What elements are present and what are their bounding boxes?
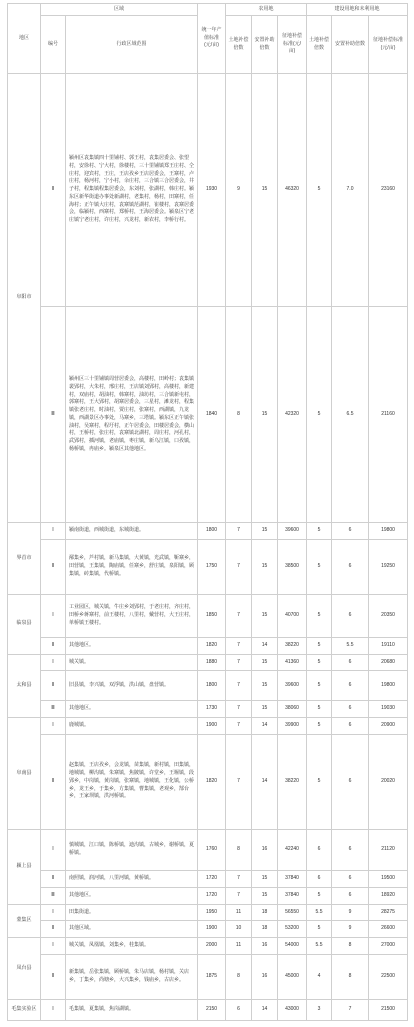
table-row [8, 871, 408, 888]
farm-land-multiple-cell: 6 [226, 1000, 252, 1021]
build-resettle-multiple-cell: 9 [332, 921, 369, 938]
build-resettle-multiple-cell: 6 [332, 830, 369, 871]
admin-scope-cell: 颍州区三十里铺镇周营居委会，高楼村，田岭村；袁集镇裴郢村，大朱村，邢庄村，王店镇刘郢村，高楼村，新建村，双庙村，胡油村，韩寨村，油坊村，三合镇新屯村，郭寨村，王大郢村，胡寨居委会，三星村，滩龙村，程集镇张老庄村，时油村，贾庄村，张寨村，西湖镇，九龙镇，西湖景区办事处，马寨乡，三塔镇。颍东区正午镇张油村，吴寨村，程圩村，正午居委会，田楼居委会，横山村，王桥村，张庄村，袁寨镇北湖村，周庄村，河孔村，武郢村，插河镇，老庙镇，枣庄镇，新乌江镇，口孜镇，杨桥镇，冉庙乡。颍泉区其他地区。 [66, 307, 198, 523]
table-row [8, 700, 408, 717]
build-resettle-multiple-cell: 6 [332, 717, 369, 734]
table-row [8, 887, 408, 904]
build-resettle-multiple-cell: 6 [332, 887, 369, 904]
header-code: 编号 [41, 16, 66, 74]
farm-resettle-multiple-cell: 15 [252, 671, 278, 701]
admin-scope-cell: 毛集镇，夏集镇，焦岗湖镇。 [66, 1000, 198, 1021]
admin-scope-cell: 城关镇。 [66, 654, 198, 671]
build-land-multiple-cell: 5 [307, 671, 332, 701]
table-row [8, 307, 408, 523]
farm-compensation-cell: 42320 [278, 307, 307, 523]
build-land-multiple-cell: 5 [307, 540, 332, 595]
table-row [8, 540, 408, 595]
table-row [8, 904, 408, 921]
compensation-table-container [7, 3, 407, 1021]
header-compensation-standard: 征地补偿标准(元/亩) [278, 16, 307, 74]
build-compensation-cell: 28275 [369, 904, 408, 921]
farm-resettle-multiple-cell: 15 [252, 700, 278, 717]
build-land-multiple-cell: 5 [307, 700, 332, 717]
farm-compensation-cell: 38060 [278, 700, 307, 717]
build-compensation-cell: 19500 [369, 871, 408, 888]
area-code-cell: Ⅰ [41, 830, 66, 871]
region-name-cell: 毛集实验区 [8, 1000, 41, 1021]
area-code-cell: Ⅲ [41, 700, 66, 717]
farm-compensation-cell: 56550 [278, 904, 307, 921]
table-row [8, 938, 408, 955]
area-code-cell: Ⅱ [41, 954, 66, 1000]
farm-land-multiple-cell: 10 [226, 921, 252, 938]
farm-resettle-multiple-cell: 16 [252, 938, 278, 955]
build-resettle-multiple-cell: 6 [332, 671, 369, 701]
farm-resettle-multiple-cell: 15 [252, 654, 278, 671]
build-resettle-multiple-cell: 6 [332, 654, 369, 671]
build-land-multiple-cell: 5 [307, 921, 332, 938]
annual-output-cell: 1750 [198, 540, 226, 595]
farm-compensation-cell: 46320 [278, 74, 307, 307]
table-row [8, 734, 408, 830]
annual-output-cell: 1820 [198, 734, 226, 830]
annual-output-cell: 1900 [198, 921, 226, 938]
farm-compensation-cell: 43000 [278, 1000, 307, 1021]
area-code-cell: Ⅰ [41, 654, 66, 671]
build-land-multiple-cell: 5 [307, 523, 332, 540]
build-resettle-multiple-cell: 9 [332, 904, 369, 921]
build-compensation-cell: 20900 [369, 717, 408, 734]
build-land-multiple-cell: 5.5 [307, 938, 332, 955]
area-code-cell: Ⅰ [41, 938, 66, 955]
build-compensation-cell: 19110 [369, 637, 408, 654]
build-compensation-cell: 20020 [369, 734, 408, 830]
region-name-cell: 太和县 [8, 654, 41, 717]
build-compensation-cell: 19800 [369, 671, 408, 701]
build-resettle-multiple-cell: 6 [332, 734, 369, 830]
farm-land-multiple-cell: 7 [226, 700, 252, 717]
admin-scope-cell: 南照镇，润河镇，八里河镇，黄桥镇。 [66, 871, 198, 888]
farm-land-multiple-cell: 7 [226, 523, 252, 540]
table-row [8, 74, 408, 307]
farm-compensation-cell: 40700 [278, 594, 307, 637]
area-code-cell: Ⅰ [41, 1000, 66, 1021]
table-row [8, 921, 408, 938]
farm-resettle-multiple-cell: 14 [252, 717, 278, 734]
table-row [8, 717, 408, 734]
area-code-cell: Ⅱ [41, 734, 66, 830]
annual-output-cell: 1730 [198, 700, 226, 717]
farm-compensation-cell: 37840 [278, 871, 307, 888]
area-code-cell: Ⅲ [41, 307, 66, 523]
region-name-cell: 临泉县 [8, 594, 41, 654]
build-compensation-cell: 22500 [369, 954, 408, 1000]
admin-scope-cell: 鹿城镇。 [66, 717, 198, 734]
admin-scope-cell: 其他地区。 [66, 637, 198, 654]
farm-compensation-cell: 53200 [278, 921, 307, 938]
farm-resettle-multiple-cell: 14 [252, 1000, 278, 1021]
annual-output-cell: 2150 [198, 1000, 226, 1021]
region-name-cell: 阜阳市 [8, 74, 41, 523]
farm-land-multiple-cell: 7 [226, 887, 252, 904]
admin-scope-cell: 其他区域。 [66, 921, 198, 938]
farm-land-multiple-cell: 7 [226, 871, 252, 888]
admin-scope-cell: 城关镇，凤凰镇，刘集乡，桂集镇。 [66, 938, 198, 955]
header-land-multiple-2: 土地补偿倍数 [307, 16, 332, 74]
build-land-multiple-cell: 5 [307, 637, 332, 654]
build-resettle-multiple-cell: 8 [332, 938, 369, 955]
farm-land-multiple-cell: 11 [226, 938, 252, 955]
area-code-cell: Ⅰ [41, 523, 66, 540]
build-land-multiple-cell: 5.5 [307, 904, 332, 921]
annual-output-cell: 1840 [198, 307, 226, 523]
farm-compensation-cell: 37840 [278, 887, 307, 904]
farm-compensation-cell: 38220 [278, 734, 307, 830]
area-code-cell: Ⅱ [41, 540, 66, 595]
area-code-cell: Ⅱ [41, 671, 66, 701]
header-land-multiple: 土地补偿倍数 [226, 16, 252, 74]
annual-output-cell: 1820 [198, 637, 226, 654]
region-name-cell: 蒙集区 [8, 904, 41, 938]
farm-compensation-cell: 54000 [278, 938, 307, 955]
build-resettle-multiple-cell: 7.0 [332, 74, 369, 307]
build-resettle-multiple-cell: 6 [332, 871, 369, 888]
header-annual-output: 统一年产值标准(元/亩) [198, 4, 226, 74]
header-compensation-standard-2: 征地补偿标准(元/亩) [369, 16, 408, 74]
table-row [8, 954, 408, 1000]
admin-scope-cell: 工业园区，城关镇，牛庄乡刘郢村，于老庄村，齐庄村，田桥乡蒋寨村，前王楼村，八里村，戴营村，大王庄村，单桥镇王楼村。 [66, 594, 198, 637]
farm-land-multiple-cell: 8 [226, 954, 252, 1000]
build-resettle-multiple-cell: 7 [332, 1000, 369, 1021]
farm-land-multiple-cell: 7 [226, 671, 252, 701]
area-code-cell: Ⅱ [41, 637, 66, 654]
build-compensation-cell: 26600 [369, 921, 408, 938]
table-row [8, 830, 408, 871]
build-compensation-cell: 20350 [369, 594, 408, 637]
admin-scope-cell: 新集镇，岳张集镇，顾桥镇，朱马店镇，杨村镇，关店乡，丁集乡，尚塘乡，大兴集乡，钱庙乡，古店乡。 [66, 954, 198, 1000]
annual-output-cell: 1875 [198, 954, 226, 1000]
farm-resettle-multiple-cell: 16 [252, 830, 278, 871]
farm-land-multiple-cell: 7 [226, 540, 252, 595]
admin-scope-cell: 其他地区。 [66, 700, 198, 717]
header-area: 区域 [41, 4, 198, 16]
admin-scope-cell: 其他地区。 [66, 887, 198, 904]
annual-output-cell: 1720 [198, 871, 226, 888]
build-land-multiple-cell: 5 [307, 307, 332, 523]
farm-land-multiple-cell: 8 [226, 307, 252, 523]
table-row [8, 637, 408, 654]
farm-land-multiple-cell: 11 [226, 904, 252, 921]
area-code-cell: Ⅱ [41, 871, 66, 888]
farm-land-multiple-cell: 7 [226, 637, 252, 654]
annual-output-cell: 1800 [198, 523, 226, 540]
farm-compensation-cell: 39900 [278, 717, 307, 734]
build-compensation-cell: 27000 [369, 938, 408, 955]
farm-resettle-multiple-cell: 14 [252, 734, 278, 830]
area-code-cell: Ⅲ [41, 887, 66, 904]
build-land-multiple-cell: 4 [307, 954, 332, 1000]
header-farmland: 农用地 [226, 4, 307, 16]
region-name-cell: 颍上县 [8, 830, 41, 904]
area-code-cell: Ⅱ [41, 921, 66, 938]
table-row [8, 523, 408, 540]
area-code-cell: Ⅰ [41, 594, 66, 637]
annual-output-cell: 1720 [198, 887, 226, 904]
region-name-cell: 凤台县 [8, 938, 41, 1000]
build-compensation-cell: 23160 [369, 74, 408, 307]
build-compensation-cell: 21500 [369, 1000, 408, 1021]
admin-scope-cell: 邴集乡，芦村镇，新马集镇，大黄镇，光武镇，靳寨乡，田营镇，王集镇，陶庙镇，任寨乡，舒庄镇，泉阳镇，顾集镇，砖集镇，代桥镇。 [66, 540, 198, 595]
farm-land-multiple-cell: 7 [226, 717, 252, 734]
build-compensation-cell: 18920 [369, 887, 408, 904]
land-compensation-table [7, 3, 408, 1021]
build-resettle-multiple-cell: 6 [332, 523, 369, 540]
table-body [8, 74, 408, 1021]
farm-compensation-cell: 39600 [278, 671, 307, 701]
build-compensation-cell: 19250 [369, 540, 408, 595]
build-land-multiple-cell: 6 [307, 871, 332, 888]
header-resettle-multiple-2: 安置补助倍数 [332, 16, 369, 74]
build-compensation-cell: 20680 [369, 654, 408, 671]
annual-output-cell: 1850 [198, 594, 226, 637]
farm-land-multiple-cell: 7 [226, 594, 252, 637]
farm-land-multiple-cell: 9 [226, 74, 252, 307]
build-resettle-multiple-cell: 8 [332, 954, 369, 1000]
build-land-multiple-cell: 5 [307, 734, 332, 830]
header-construction-land: 建设用地和未利用地 [307, 4, 408, 16]
build-compensation-cell: 21160 [369, 307, 408, 523]
farm-resettle-multiple-cell: 15 [252, 74, 278, 307]
farm-land-multiple-cell: 7 [226, 734, 252, 830]
build-land-multiple-cell: 5 [307, 74, 332, 307]
annual-output-cell: 1930 [198, 74, 226, 307]
build-compensation-cell: 19030 [369, 700, 408, 717]
annual-output-cell: 1880 [198, 654, 226, 671]
farm-resettle-multiple-cell: 18 [252, 921, 278, 938]
table-row [8, 654, 408, 671]
farm-compensation-cell: 42240 [278, 830, 307, 871]
build-resettle-multiple-cell: 6 [332, 594, 369, 637]
area-code-cell: Ⅰ [41, 904, 66, 921]
table-row [8, 671, 408, 701]
admin-scope-cell: 慎城镇，江口镇，陈桥镇，迪沟镇，古城乡，谢桥镇，夏桥镇。 [66, 830, 198, 871]
admin-scope-cell: 赵集镇，王店孜乡，会龙镇，苗集镇，新村镇，田集镇，地城镇，柳沟镇，朱寨镇，焦陂镇，许堂乡，王堰镇，段郢乡，中岗镇，黄岗镇，张寨镇，地城镇，王化镇，公桥乡，龙王乡，于集乡，方集镇，曹集镇，老观乡，郜台乡，王家坝镇，洪河桥镇。 [66, 734, 198, 830]
farm-compensation-cell: 38220 [278, 637, 307, 654]
build-land-multiple-cell: 5 [307, 654, 332, 671]
farm-resettle-multiple-cell: 15 [252, 594, 278, 637]
build-compensation-cell: 21120 [369, 830, 408, 871]
annual-output-cell: 1900 [198, 717, 226, 734]
build-resettle-multiple-cell: 5.5 [332, 637, 369, 654]
farm-compensation-cell: 41360 [278, 654, 307, 671]
farm-resettle-multiple-cell: 15 [252, 540, 278, 595]
build-land-multiple-cell: 5 [307, 887, 332, 904]
header-admin-scope: 行政区域范围 [66, 16, 198, 74]
farm-resettle-multiple-cell: 15 [252, 871, 278, 888]
region-name-cell: 界首市 [8, 523, 41, 594]
build-resettle-multiple-cell: 6 [332, 700, 369, 717]
farm-land-multiple-cell: 7 [226, 654, 252, 671]
build-land-multiple-cell: 5 [307, 594, 332, 637]
farm-compensation-cell: 38500 [278, 540, 307, 595]
build-resettle-multiple-cell: 6 [332, 540, 369, 595]
admin-scope-cell: 颍州区袁集镇四十里铺村、郭王村，袁集居委会、张望村，安徐村、宁大村，徐楼村，三十里铺镇郑王庄村、仝庄村，迎宾村，王庄，王店孜乡王店居委会，王寨村，卢庄村，杨河村，宁小村，余庄村，三合镇三合居委会，井子村，程集镇程集居委会，东刘村，张湖村，韩庄村。颍东区新华街道办事处新湖村，老集村，杨村，田寨村，任海村；正午镇大庄村，袁寨镇范湖村，崔楼村，袁寨居委会，临颍村，西寨村，郑桥村，王海居委会。颍泉区宁老庄镇宁老庄村，许庄村，兴龙村，新农村，李桥行村。 [66, 74, 198, 307]
build-land-multiple-cell: 6 [307, 830, 332, 871]
build-compensation-cell: 19800 [369, 523, 408, 540]
farm-compensation-cell: 39600 [278, 523, 307, 540]
build-resettle-multiple-cell: 6.5 [332, 307, 369, 523]
table-row [8, 1000, 408, 1021]
farm-resettle-multiple-cell: 18 [252, 904, 278, 921]
annual-output-cell: 1760 [198, 830, 226, 871]
farm-resettle-multiple-cell: 15 [252, 887, 278, 904]
farm-land-multiple-cell: 8 [226, 830, 252, 871]
farm-resettle-multiple-cell: 14 [252, 637, 278, 654]
build-land-multiple-cell: 5 [307, 717, 332, 734]
farm-resettle-multiple-cell: 16 [252, 954, 278, 1000]
area-code-cell: Ⅰ [41, 717, 66, 734]
table-row [8, 594, 408, 637]
annual-output-cell: 1950 [198, 904, 226, 921]
farm-resettle-multiple-cell: 15 [252, 307, 278, 523]
table-header [8, 4, 408, 74]
annual-output-cell: 1800 [198, 671, 226, 701]
farm-resettle-multiple-cell: 15 [252, 523, 278, 540]
region-name-cell: 阜南县 [8, 717, 41, 829]
header-resettle-multiple: 安置补助倍数 [252, 16, 278, 74]
admin-scope-cell: 旧县镇，李兴镇，双浮镇，洪山镇，盘营镇。 [66, 671, 198, 701]
farm-compensation-cell: 45000 [278, 954, 307, 1000]
admin-scope-cell: 田集街道。 [66, 904, 198, 921]
header-region: 地区 [8, 4, 41, 74]
build-land-multiple-cell: 3 [307, 1000, 332, 1021]
area-code-cell: Ⅱ [41, 74, 66, 307]
annual-output-cell: 2000 [198, 938, 226, 955]
admin-scope-cell: 颍南街道，西城街道，东城街道。 [66, 523, 198, 540]
